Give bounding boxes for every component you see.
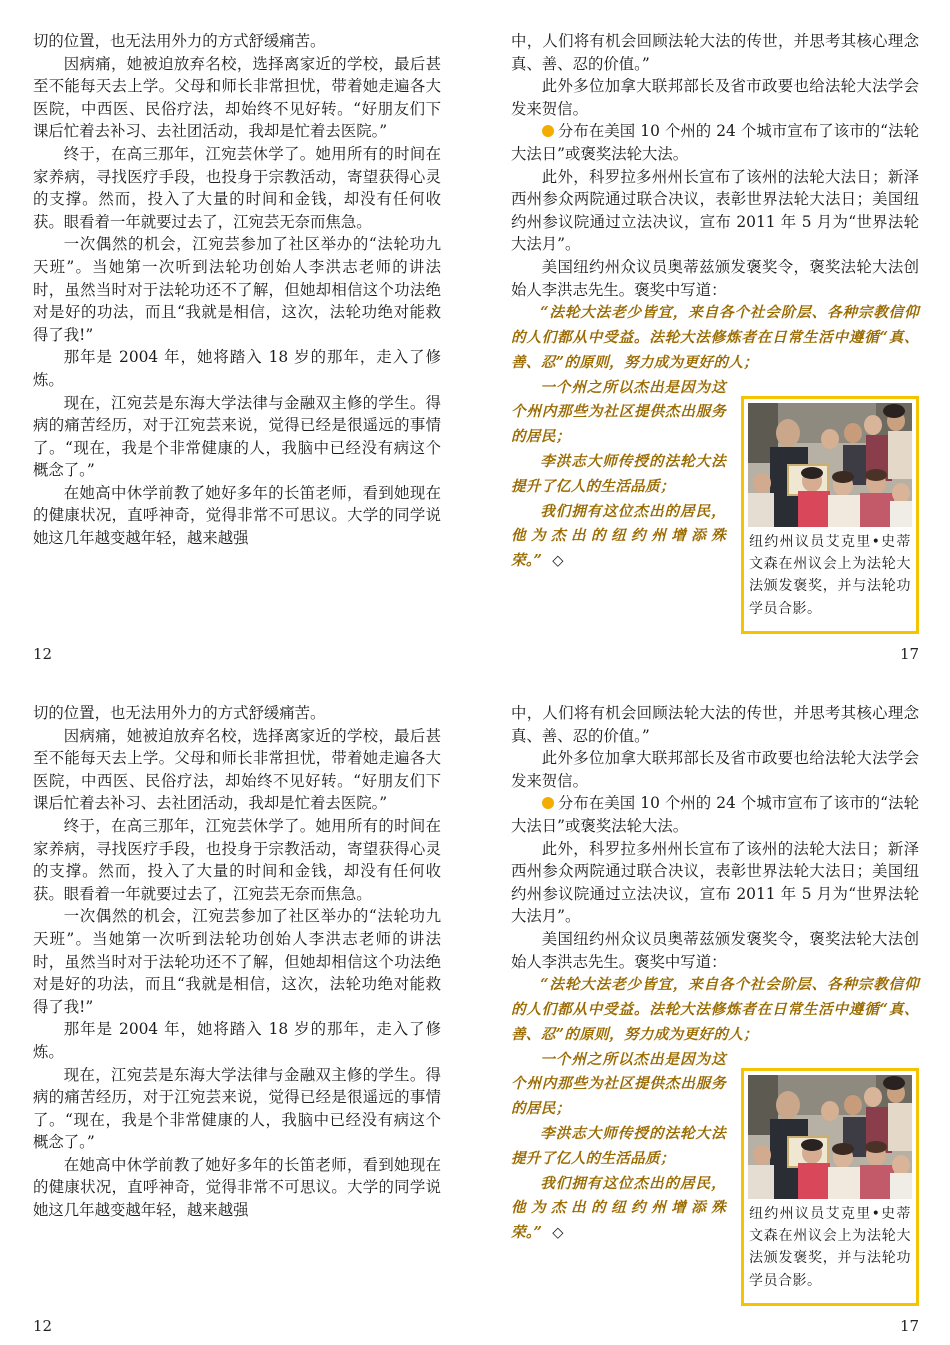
paragraph: 现在，江宛芸是东海大学法律与金融双主修的学生。得病的痛苦经历，对于江宛芸来说，觉得已经是很遥远的事情了。“现在，我是个非常健康的人，我脑中已经没有病这个概念了。” [33,1065,441,1152]
paragraph: 此外多位加拿大联邦部长及省市政要也给法轮大法学会发来贺信。 [511,749,919,790]
bullet-dot-icon [542,125,554,137]
bullet-text: 分布在美国 10 个州的 24 个城市宣布了该市的“法轮大法日”或褒奖法轮大法。 [511,122,919,163]
quote-block: “法轮大法老少皆宜，来自各个社会阶层、各种宗教信仰的人们都从中受益。法轮大法修炼者在日常生活中遵循“真、善、忍”的原则，努力成为更好的人； [511,976,919,1043]
left-column [33,702,441,1222]
page-number-right: 17 [900,1317,920,1335]
paragraph: 此外多位加拿大联邦部长及省市政要也给法轮大法学会发来贺信。 [511,77,919,118]
paragraph: 因病痛，她被迫放弃名校，选择离家近的学校，最后甚至不能每天去上学。父母和师长非常担忧，带着她走遍各大医院，中西医、民俗疗法，却始终不见好转。“好朋友们下课后忙着去补习、去社团活动，我却是忙着去医院。” [33,726,441,813]
quote-closing-text: 我们拥有这位杰出的居民，他为杰出的纽约州增添殊荣。” [511,1174,726,1242]
bullet-dot-icon [542,797,554,809]
quote-closing-text: 我们拥有这位杰出的居民，他为杰出的纽约州增添殊荣。” [511,502,726,570]
paragraph: 那年是 2004 年，她将踏入 18 岁的那年，走入了修炼。 [33,1020,441,1061]
paragraph: 终于，在高三那年，江宛芸休学了。她用所有的时间在家养病，寻找医疗手段，也投身于宗教活动，寄望获得心灵的支撑。然而，投入了大量的时间和金钱，却没有任何收获。眼看着一年就要过去了，江宛芸无奈而焦急。 [33,816,441,903]
quote-line [511,500,726,574]
paragraph: 切的位置，也无法用外力的方式舒缓痛苦。 [33,704,326,722]
bullet-text: 分布在美国 10 个州的 24 个城市宣布了该市的“法轮大法日”或褒奖法轮大法。 [511,794,919,835]
paragraph: 一次偶然的机会，江宛芸参加了社区举办的“法轮功九天班”。当她第一次听到法轮功创始人李洪志老师的讲法时，虽然当时对于法轮功还不了解，但她却相信这个功法绝对是好的功法，而且“我就是相信，这次，法轮功绝对能救得了我!” [33,907,441,1016]
paragraph: 因病痛，她被迫放弃名校，选择离家近的学校，最后甚至不能每天去上学。父母和师长非常担忧，带着她走遍各大医院，中西医、民俗疗法，却始终不见好转。“好朋友们下课后忙着去补习、去社团活动，我却是忙着去医院。” [33,54,441,141]
end-diamond-icon: ◇ [552,1224,564,1242]
paragraph: 中，人们将有机会回顾法轮大法的传世，并思考其核心理念真、善、忍的价值。” [511,704,919,745]
page-spread-top [0,0,950,672]
photo-caption: 纽约州议员艾克里•史蒂文森在州议会上为法轮大法颁发褒奖，并与法轮功学员合影。 [749,1206,911,1289]
quote-line: 李洪志大师传授的法轮大法提升了亿人的生活品质； [511,452,726,495]
quote-line: 一个州之所以杰出是因为这个州内那些为社区提供杰出服务的居民； [511,1050,726,1118]
group-photo [748,1075,912,1199]
photo-frame [741,396,919,634]
page-spread-bottom [0,672,950,1344]
paragraph: 一次偶然的机会，江宛芸参加了社区举办的“法轮功九天班”。当她第一次听到法轮功创始人李洪志老师的讲法时，虽然当时对于法轮功还不了解，但她却相信这个功法绝对是好的功法，而且“我就是相信，这次，法轮功绝对能救得了我!” [33,235,441,344]
group-photo [748,403,912,527]
quote-line: 一个州之所以杰出是因为这个州内那些为社区提供杰出服务的居民； [511,378,726,446]
end-diamond-icon: ◇ [552,552,564,570]
paragraph: 切的位置，也无法用外力的方式舒缓痛苦。 [33,32,326,50]
paragraph: 现在，江宛芸是东海大学法律与金融双主修的学生。得病的痛苦经历，对于江宛芸来说，觉得已经是很遥远的事情了。“现在，我是个非常健康的人，我脑中已经没有病这个概念了。” [33,393,441,480]
quote-line: 李洪志大师传授的法轮大法提升了亿人的生活品质； [511,1124,726,1167]
paragraph: 那年是 2004 年，她将踏入 18 岁的那年，走入了修炼。 [33,348,441,389]
bullet-paragraph [511,792,919,837]
photo-frame [741,1068,919,1306]
page-number-left: 12 [33,1317,53,1335]
quote-block: “法轮大法老少皆宜，来自各个社会阶层、各种宗教信仰的人们都从中受益。法轮大法修炼者在日常生活中遵循“真、善、忍”的原则，努力成为更好的人； [511,304,919,371]
paragraph: 中，人们将有机会回顾法轮大法的传世，并思考其核心理念真、善、忍的价值。” [511,32,919,73]
quote-line [511,1172,726,1246]
paragraph: 在她高中休学前教了她好多年的长笛老师，看到她现在的健康状况，直呼神奇，觉得非常不可思议。大学的同学说她这几年越变越年轻，越来越强 [33,1155,441,1220]
paragraph: 在她高中休学前教了她好多年的长笛老师，看到她现在的健康状况，直呼神奇，觉得非常不可思议。大学的同学说她这几年越变越年轻，越来越强 [33,483,441,548]
page-number-right: 17 [900,645,920,663]
bullet-paragraph [511,120,919,165]
paragraph: 此外，科罗拉多州州长宣布了该州的法轮大法日；新泽西州参众两院通过联合决议，表彰世界法轮大法日；美国纽约州参议院通过立法决议，宣布 2011 年 5 月为“世界法轮大法月”。 [511,167,919,254]
left-column [33,30,441,550]
paragraph: 美国纽约州众议员奥蒂兹颁发褒奖令，褒奖法轮大法创始人李洪志先生。褒奖中写道： [511,257,919,299]
page-number-left: 12 [33,645,53,663]
paragraph: 终于，在高三那年，江宛芸休学了。她用所有的时间在家养病，寻找医疗手段，也投身于宗教活动，寄望获得心灵的支撑。然而，投入了大量的时间和金钱，却没有任何收获。眼看着一年就要过去了，江宛芸无奈而焦急。 [33,144,441,231]
paragraph: 此外，科罗拉多州州长宣布了该州的法轮大法日；新泽西州参众两院通过联合决议，表彰世界法轮大法日；美国纽约州参议院通过立法决议，宣布 2011 年 5 月为“世界法轮大法月”。 [511,839,919,926]
paragraph: 美国纽约州众议员奥蒂兹颁发褒奖令，褒奖法轮大法创始人李洪志先生。褒奖中写道： [511,929,919,971]
photo-caption: 纽约州议员艾克里•史蒂文森在州议会上为法轮大法颁发褒奖，并与法轮功学员合影。 [749,534,911,617]
